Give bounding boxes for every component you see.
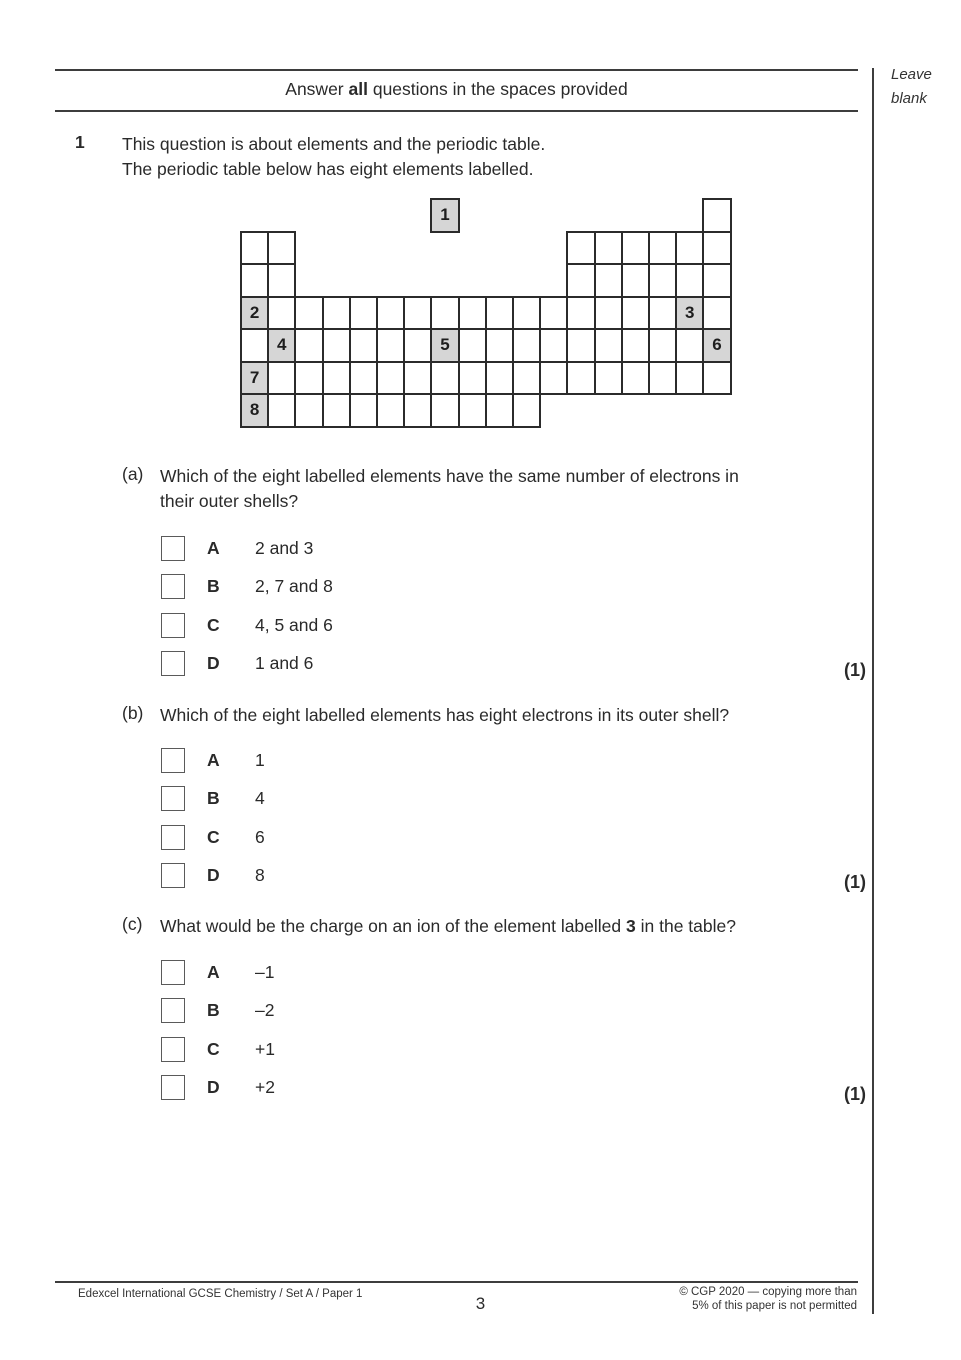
periodic-cell [702, 231, 731, 266]
answer-checkbox-a-A[interactable] [161, 536, 185, 561]
periodic-table-diagram [240, 198, 732, 428]
margin-vertical-rule [872, 68, 874, 1314]
periodic-cell [648, 361, 677, 396]
periodic-cell [349, 393, 378, 428]
footer-rule [55, 1281, 858, 1283]
answer-checkbox-b-B[interactable] [161, 786, 185, 811]
periodic-cell [702, 296, 731, 331]
part-a-prompt-line1: Which of the eight labelled elements have the same number of electrons in [160, 466, 739, 486]
periodic-cell [322, 296, 351, 331]
periodic-cell [702, 263, 731, 298]
periodic-cell [539, 328, 568, 363]
header-instruction [55, 79, 858, 100]
periodic-cell [702, 361, 731, 396]
part-c-prompt-before: What would be the charge on an ion of the element labelled [160, 916, 627, 936]
option-letter: C [207, 1038, 220, 1059]
periodic-cell [403, 393, 432, 428]
periodic-cell [675, 361, 704, 396]
periodic-cell [376, 361, 405, 396]
option-text: 4, 5 and 6 [255, 614, 333, 635]
answer-checkbox-c-C[interactable] [161, 1037, 185, 1062]
periodic-cell [430, 296, 459, 331]
periodic-cell [539, 361, 568, 396]
option-text: –2 [255, 1000, 275, 1021]
option-row-b-B [161, 786, 265, 811]
periodic-cell-label-5: 5 [430, 328, 459, 363]
part-b-options [161, 748, 265, 902]
periodic-cell [675, 231, 704, 266]
part-a-marks: (1) [844, 660, 866, 680]
periodic-cell [267, 263, 296, 298]
periodic-cell [539, 296, 568, 331]
periodic-cell [403, 361, 432, 396]
part-b-prompt-line1: Which of the eight labelled elements has eight electrons in its outer shell? [160, 705, 730, 725]
periodic-cell [594, 296, 623, 331]
part-b-prompt [160, 703, 840, 728]
part-a-label: (a) [122, 464, 144, 484]
periodic-cell [485, 361, 514, 396]
periodic-cell [702, 198, 731, 233]
footer-copyright [679, 1286, 857, 1313]
option-letter: A [207, 538, 220, 558]
option-row-c-D [161, 1075, 275, 1100]
periodic-cell [322, 393, 351, 428]
periodic-cell [240, 328, 269, 363]
option-letter: A [207, 962, 220, 982]
periodic-cell [458, 393, 487, 428]
periodic-cell [458, 328, 487, 363]
question-intro-line2: The periodic table below has eight elements labelled. [122, 158, 534, 179]
periodic-cell-label-2: 2 [240, 296, 269, 331]
option-letter: B [207, 576, 220, 597]
option-row-b-C [161, 825, 265, 850]
periodic-cell [267, 393, 296, 428]
footer-copyright-line1: © CGP 2020 — copying more than [679, 1286, 857, 1298]
periodic-cell [322, 361, 351, 396]
option-row-a-C [161, 613, 333, 638]
option-row-c-A [161, 960, 275, 985]
periodic-cell [485, 296, 514, 331]
part-a-prompt-line2: their outer shells? [160, 490, 299, 511]
periodic-cell-label-8: 8 [240, 393, 269, 428]
part-c-prompt-after: in the table? [635, 916, 736, 936]
periodic-cell-label-1: 1 [430, 198, 459, 233]
option-text: +2 [255, 1077, 275, 1098]
periodic-cell [512, 296, 541, 331]
option-letter: D [207, 865, 220, 886]
periodic-cell [458, 361, 487, 396]
periodic-cell [376, 328, 405, 363]
option-letter: B [207, 788, 220, 809]
part-c-options [161, 960, 275, 1114]
answer-checkbox-a-C[interactable] [161, 613, 185, 638]
periodic-cell-label-3: 3 [675, 296, 704, 331]
option-row-a-D [161, 651, 333, 676]
periodic-cell [349, 328, 378, 363]
option-text: –1 [255, 962, 275, 982]
top-rule-lower [55, 110, 858, 112]
periodic-cell [430, 393, 459, 428]
part-b-marks: (1) [844, 872, 866, 892]
option-text: 1 [255, 750, 265, 770]
periodic-cell [403, 296, 432, 331]
option-letter: D [207, 1077, 220, 1098]
periodic-cell [322, 328, 351, 363]
answer-checkbox-c-D[interactable] [161, 1075, 185, 1100]
question-number: 1 [75, 132, 85, 152]
answer-checkbox-b-D[interactable] [161, 863, 185, 888]
periodic-cell [294, 328, 323, 363]
question-intro-line1: This question is about elements and the periodic table. [122, 134, 546, 154]
periodic-cell [675, 263, 704, 298]
periodic-cell [485, 328, 514, 363]
periodic-cell [240, 231, 269, 266]
option-text: 2 and 3 [255, 538, 314, 558]
option-text: 4 [255, 788, 265, 809]
answer-checkbox-a-D[interactable] [161, 651, 185, 676]
periodic-cell [566, 328, 595, 363]
periodic-cell [376, 296, 405, 331]
option-row-c-B [161, 998, 275, 1023]
periodic-cell [594, 328, 623, 363]
header-instruction-after: questions in the spaces provided [367, 79, 628, 99]
periodic-cell [267, 361, 296, 396]
option-text: 2, 7 and 8 [255, 576, 333, 597]
periodic-cell [594, 361, 623, 396]
option-row-b-A [161, 748, 265, 773]
footer-exam-title: Edexcel International GCSE Chemistry / Set A / Paper 1 [78, 1288, 363, 1300]
option-letter: B [207, 1000, 220, 1021]
periodic-cell [458, 296, 487, 331]
periodic-cell [594, 231, 623, 266]
periodic-cell [267, 296, 296, 331]
periodic-cell [566, 263, 595, 298]
option-row-b-D [161, 863, 265, 888]
option-letter: C [207, 614, 220, 635]
periodic-cell [621, 296, 650, 331]
periodic-cell [621, 328, 650, 363]
option-letter: A [207, 750, 220, 770]
periodic-cell [512, 328, 541, 363]
option-text: 8 [255, 865, 265, 886]
periodic-cell [566, 296, 595, 331]
periodic-cell [349, 296, 378, 331]
footer-page-number: 3 [475, 1294, 486, 1313]
periodic-cell [294, 296, 323, 331]
part-a-prompt [160, 464, 840, 513]
periodic-cell [566, 231, 595, 266]
periodic-cell [621, 231, 650, 266]
periodic-cell [403, 328, 432, 363]
periodic-cell [430, 361, 459, 396]
periodic-cell [294, 393, 323, 428]
answer-checkbox-b-C[interactable] [161, 825, 185, 850]
option-row-a-B [161, 574, 333, 599]
option-text: 6 [255, 826, 265, 847]
periodic-cell [512, 393, 541, 428]
option-letter: D [207, 653, 220, 674]
periodic-cell [648, 296, 677, 331]
option-text: 1 and 6 [255, 653, 314, 674]
option-text: +1 [255, 1038, 275, 1059]
leave-blank-line2: blank [891, 89, 927, 107]
option-letter: C [207, 826, 220, 847]
leave-blank-line1: Leave [891, 66, 932, 83]
answer-checkbox-a-B[interactable] [161, 574, 185, 599]
periodic-cell [485, 393, 514, 428]
answer-checkbox-b-A[interactable] [161, 748, 185, 773]
periodic-cell [267, 231, 296, 266]
periodic-cell [512, 361, 541, 396]
periodic-cell [648, 231, 677, 266]
periodic-cell [594, 263, 623, 298]
periodic-cell [240, 263, 269, 298]
periodic-cell [675, 328, 704, 363]
footer-copyright-line2: 5% of this paper is not permitted [692, 1299, 857, 1312]
periodic-cell-label-7: 7 [240, 361, 269, 396]
part-c-label: (c) [122, 914, 143, 934]
leave-blank-note [891, 63, 932, 110]
periodic-cell [648, 328, 677, 363]
periodic-cell [648, 263, 677, 298]
periodic-cell-label-4: 4 [267, 328, 296, 363]
question-intro [122, 132, 545, 181]
option-row-c-C [161, 1037, 275, 1062]
periodic-cell [376, 393, 405, 428]
part-a-options [161, 536, 333, 690]
periodic-cell [294, 361, 323, 396]
periodic-cell [566, 361, 595, 396]
part-c-marks: (1) [844, 1084, 866, 1104]
periodic-cell [349, 361, 378, 396]
header-instruction-before: Answer [285, 79, 349, 99]
periodic-cell [621, 263, 650, 298]
header-instruction-bold: all [348, 79, 368, 99]
option-row-a-A [161, 536, 333, 561]
part-c-prompt-bold: 3 [626, 916, 636, 936]
answer-checkbox-c-B[interactable] [161, 998, 185, 1023]
part-b-label: (b) [122, 703, 144, 723]
part-c-prompt [160, 914, 840, 939]
top-rule-upper [55, 69, 858, 71]
answer-checkbox-c-A[interactable] [161, 960, 185, 985]
periodic-cell [621, 361, 650, 396]
periodic-cell-label-6: 6 [702, 328, 731, 363]
